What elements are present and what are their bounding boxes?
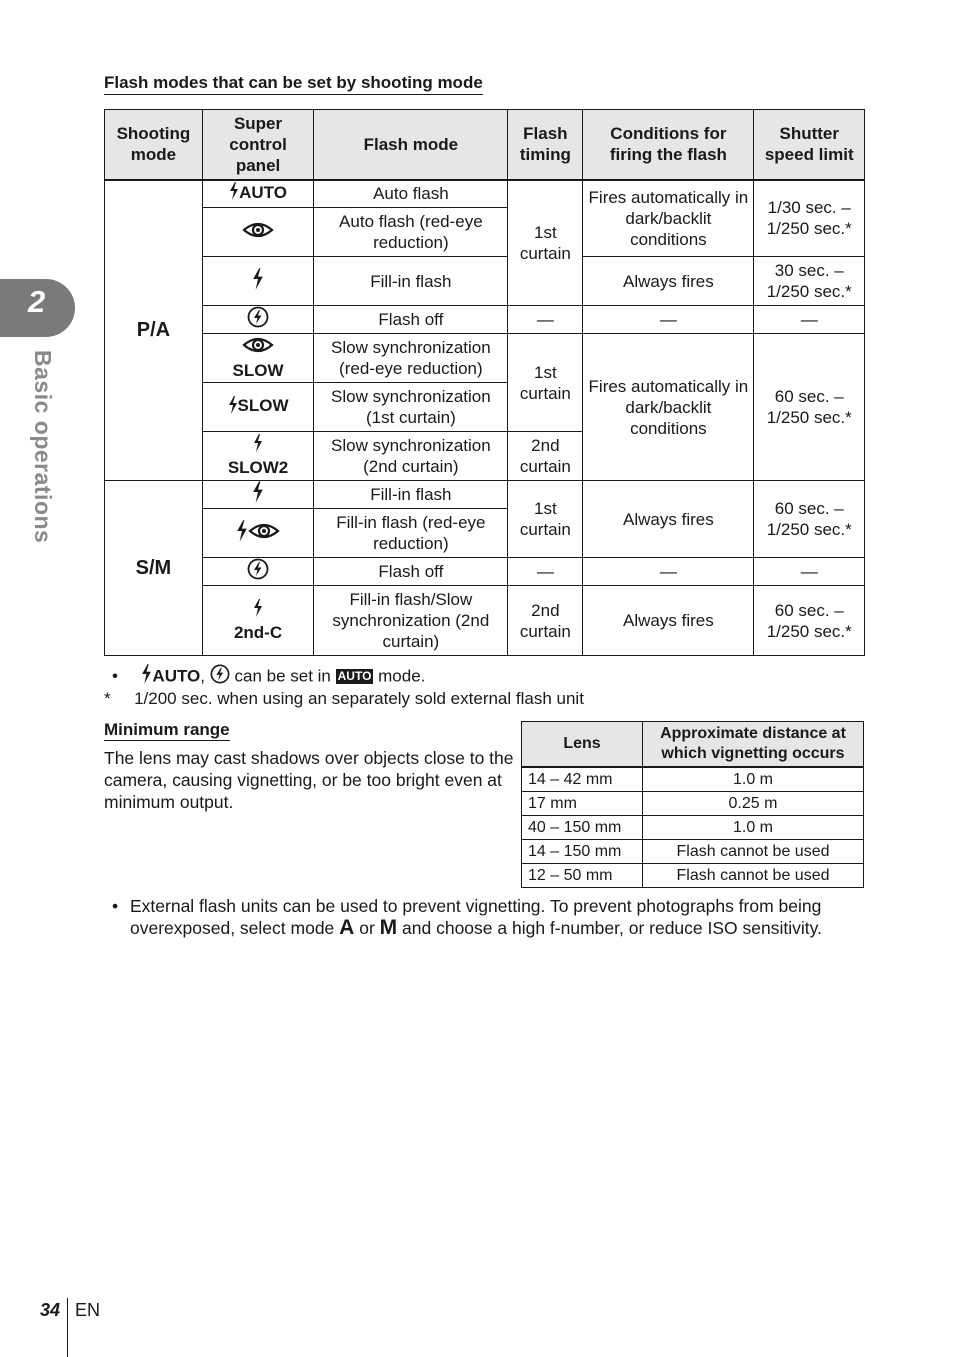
section-title: Flash modes that can be set by shooting mode bbox=[104, 73, 483, 95]
table-row bbox=[105, 558, 865, 586]
limit-cell: 60 sec. – 1/250 sec.* bbox=[754, 586, 865, 656]
flash-mode-cell: Slow synchronization (red-eye reduction) bbox=[314, 334, 508, 383]
flash-mode-cell: Auto flash bbox=[314, 180, 508, 208]
header-conditions: Conditions for firing the flash bbox=[583, 110, 754, 180]
table-row bbox=[522, 840, 864, 864]
mode-m-label: M bbox=[379, 916, 398, 939]
footnote bbox=[104, 688, 584, 710]
table-row bbox=[105, 334, 865, 383]
shooting-mode-sm: S/M bbox=[105, 481, 203, 656]
page-divider bbox=[67, 1298, 68, 1357]
red-eye-icon bbox=[248, 521, 280, 546]
limit-cell: — bbox=[754, 558, 865, 586]
panel-cell: SLOW2 bbox=[202, 432, 313, 481]
header-distance: Approximate distance at which vignetting occurs bbox=[643, 722, 864, 768]
conditions-cell: — bbox=[583, 558, 754, 586]
header-flash-mode: Flash mode bbox=[314, 110, 508, 180]
red-eye-icon bbox=[242, 220, 274, 245]
timing-cell: 2nd curtain bbox=[508, 432, 583, 481]
timing-cell: — bbox=[508, 558, 583, 586]
note-text: External flash units can be used to prevent vignetting. To prevent photographs from being overexposed, select mode bbox=[130, 896, 822, 938]
flash-bolt-icon bbox=[228, 396, 238, 419]
table-row bbox=[522, 792, 864, 816]
table-row bbox=[105, 586, 865, 656]
iauto-mode-icon: AUTO bbox=[337, 669, 372, 684]
table-row bbox=[522, 816, 864, 840]
lens-cell: 40 – 150 mm bbox=[522, 816, 643, 840]
conditions-cell: Always fires bbox=[583, 586, 754, 656]
conditions-cell: — bbox=[583, 306, 754, 334]
timing-cell: 2nd curtain bbox=[508, 586, 583, 656]
timing-cell: — bbox=[508, 306, 583, 334]
panel-cell bbox=[202, 509, 313, 558]
flash-mode-cell: Fill-in flash (red-eye reduction) bbox=[314, 509, 508, 558]
limit-cell: 60 sec. – 1/250 sec.* bbox=[754, 334, 865, 481]
panel-cell bbox=[202, 257, 313, 306]
flash-bolt-icon bbox=[252, 268, 264, 295]
page-number: 34 bbox=[40, 1300, 61, 1320]
flash-bolt-icon bbox=[253, 599, 263, 622]
flash-bolt-icon bbox=[229, 182, 239, 205]
distance-cell: 1.0 m bbox=[643, 767, 864, 792]
table-row bbox=[105, 306, 865, 334]
panel-cell bbox=[202, 481, 313, 509]
flash-bolt-icon bbox=[141, 664, 152, 690]
header-lens: Lens bbox=[522, 722, 643, 768]
chapter-number: 2 bbox=[28, 284, 46, 319]
lens-vignetting-table bbox=[521, 721, 864, 888]
panel-cell bbox=[202, 208, 313, 257]
lens-cell: 12 – 50 mm bbox=[522, 864, 643, 888]
limit-cell: 30 sec. – 1/250 sec.* bbox=[754, 257, 865, 306]
lens-cell: 14 – 42 mm bbox=[522, 767, 643, 792]
flash-mode-cell: Fill-in flash/Slow synchronization (2nd curtain) bbox=[314, 586, 508, 656]
lens-cell: 14 – 150 mm bbox=[522, 840, 643, 864]
distance-cell: Flash cannot be used bbox=[643, 864, 864, 888]
header-flash-timing: Flash timing bbox=[508, 110, 583, 180]
minimum-range-title: Minimum range bbox=[104, 720, 230, 739]
conditions-cell: Always fires bbox=[583, 481, 754, 558]
panel-cell: SLOW bbox=[202, 334, 313, 383]
flash-mode-cell: Fill-in flash bbox=[314, 257, 508, 306]
table-row bbox=[105, 257, 865, 306]
footnote-star: * bbox=[104, 689, 111, 708]
note-bullet: • AUTO, can be set in AUTO mode. bbox=[112, 664, 425, 690]
flash-off-icon bbox=[247, 306, 269, 333]
bullet-dot: • bbox=[112, 896, 119, 916]
header-super-control-panel: Super control panel bbox=[202, 110, 313, 180]
flash-mode-cell: Flash off bbox=[314, 306, 508, 334]
flash-mode-cell: Flash off bbox=[314, 558, 508, 586]
minimum-range-text: The lens may cast shadows over objects close to the camera, causing vignetting, or be too bright even at minimum output. bbox=[104, 748, 514, 812]
panel-cell bbox=[202, 306, 313, 334]
auto-label: AUTO bbox=[152, 666, 201, 686]
flash-off-icon bbox=[247, 558, 269, 585]
distance-cell: 1.0 m bbox=[643, 816, 864, 840]
header-shutter-limit: Shutter speed limit bbox=[754, 110, 865, 180]
note-or: or bbox=[359, 918, 375, 938]
flash-mode-cell: Auto flash (red-eye reduction) bbox=[314, 208, 508, 257]
panel-cell bbox=[202, 558, 313, 586]
timing-cell: 1st curtain bbox=[508, 180, 583, 306]
bullet-dot: • bbox=[112, 666, 118, 686]
flash-mode-cell: Slow synchronization (1st curtain) bbox=[314, 383, 508, 432]
flash-mode-cell: Slow synchronization (2nd curtain) bbox=[314, 432, 508, 481]
flash-bolt-icon bbox=[253, 434, 263, 457]
red-eye-icon bbox=[242, 335, 274, 360]
timing-cell: 1st curtain bbox=[508, 334, 583, 432]
chapter-label: Basic operations bbox=[30, 350, 56, 544]
note-text-end: and choose a high f-number, or reduce ISO sensitivity. bbox=[402, 918, 822, 938]
limit-cell: 1/30 sec. – 1/250 sec.* bbox=[754, 180, 865, 257]
limit-cell: — bbox=[754, 306, 865, 334]
note-text: can be set in bbox=[234, 666, 331, 686]
flash-bolt-icon bbox=[252, 481, 264, 508]
table-row bbox=[522, 864, 864, 888]
table-row bbox=[105, 481, 865, 509]
limit-cell: 60 sec. – 1/250 sec.* bbox=[754, 481, 865, 558]
conditions-cell: Fires automatically in dark/backlit conditions bbox=[583, 180, 754, 257]
footnote-text: 1/200 sec. when using an separately sold external flash unit bbox=[134, 689, 584, 708]
shooting-mode-pa: P/A bbox=[105, 180, 203, 481]
distance-cell: 0.25 m bbox=[643, 792, 864, 816]
flash-modes-table bbox=[104, 109, 865, 656]
panel-cell: 2nd-C bbox=[202, 586, 313, 656]
lens-cell: 17 mm bbox=[522, 792, 643, 816]
header-shooting-mode: Shooting mode bbox=[105, 110, 203, 180]
panel-cell: AUTO bbox=[202, 180, 313, 208]
external-flash-note bbox=[112, 895, 872, 939]
panel-cell: SLOW bbox=[202, 383, 313, 432]
conditions-cell: Always fires bbox=[583, 257, 754, 306]
mode-a-label: A bbox=[339, 916, 355, 939]
timing-cell: 1st curtain bbox=[508, 481, 583, 558]
flash-mode-cell: Fill-in flash bbox=[314, 481, 508, 509]
flash-bolt-icon bbox=[236, 520, 248, 547]
flash-off-icon bbox=[210, 664, 230, 690]
page-language: EN bbox=[75, 1300, 101, 1320]
conditions-cell: Fires automatically in dark/backlit conditions bbox=[583, 334, 754, 481]
note-text-mode: mode. bbox=[378, 666, 426, 686]
table-row bbox=[522, 767, 864, 792]
distance-cell: Flash cannot be used bbox=[643, 840, 864, 864]
table-row bbox=[105, 180, 865, 208]
